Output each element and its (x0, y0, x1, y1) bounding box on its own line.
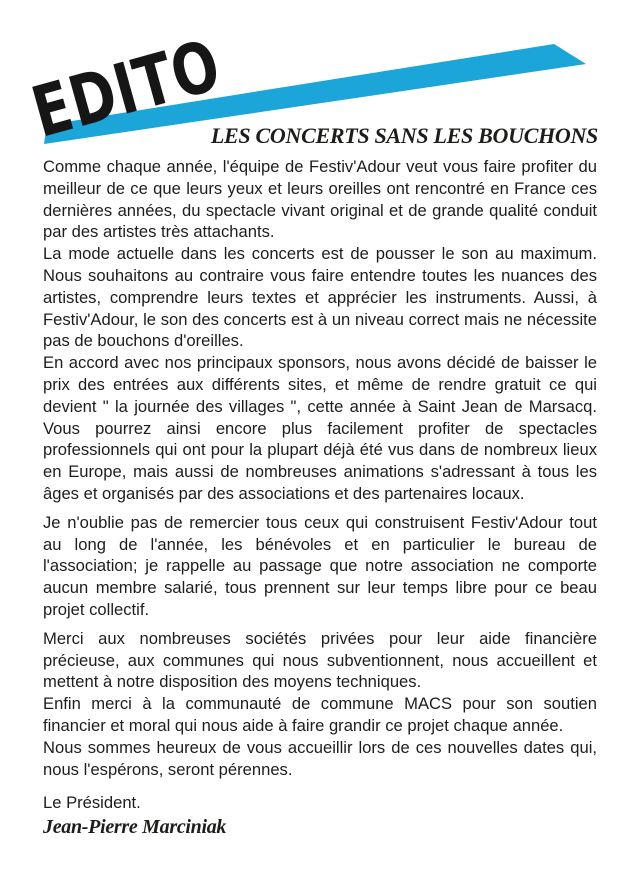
body-paragraph: En accord avec nos principaux sponsors, nous avons décidé de baisser le prix des entrées aux différents sites, et même de rendre gratuit ce qui devient " la journée des villages ", cette année à Saint Jean de Marsacq. Vous pourrez ainsi encore plus facilement profiter de spectacles professionnels qui ont pour la plupart déjà été vus dans de nombreux lieux en Europe, mais aussi de nombreuses animations s'adressant à tous les âges et organisés par des associations et des partenaires locaux. (43, 353, 597, 503)
body-paragraph: Merci aux nombreuses sociétés privées pour leur aide financière précieuse, aux communes qui nous subventionnent, nous accueillent et mettent à notre disposition des moyens techniques. (43, 628, 597, 692)
signature-name: Jean-Pierre Marciniak (43, 816, 227, 839)
page-subtitle: LES CONCERTS SANS LES BOUCHONS (210, 123, 598, 148)
body-paragraph: Enfin merci à la communauté de commune MACS pour son soutien financier et moral qui nous aide à faire grandir ce projet chaque année. (43, 694, 597, 735)
editorial-text (43, 156, 597, 839)
body-paragraph: Nous sommes heureux de vous accueillir lors de ces nouvelles dates qui, nous l'espérons, seront pérennes. (43, 737, 597, 779)
signature-role: Le Président. (43, 793, 141, 813)
signature-block (43, 792, 597, 839)
body-paragraph: Comme chaque année, l'équipe de Festiv'Adour veut vous faire profiter du meilleur de ce que leurs yeux et leurs oreilles ont rencontré en France ces dernières années, du spectacle vivant original et de grande qualité conduit par des artistes très attachants. (43, 157, 597, 242)
body-paragraph: La mode actuelle dans les concerts est de pousser le son au maximum. Nous souhaitons au contraire vous faire entendre toutes les nuances des artistes, comprendre leurs textes et apprécier les instruments. Aussi, à Festiv'Adour, le son des concerts est à un niveau correct mais ne nécessite pas de bouchons d'oreilles. (43, 244, 597, 351)
body-paragraph: Je n'oublie pas de remercier tous ceux qui construisent Festiv'Adour tout au long de l'année, les bénévoles et en particulier le bureau de l'association; je rappelle au passage que notre association ne comporte aucun membre salarié, tous prennent sur leur temps libre pour ce beau projet collectif. (43, 512, 597, 619)
edito-heading: EDITO (23, 23, 230, 154)
